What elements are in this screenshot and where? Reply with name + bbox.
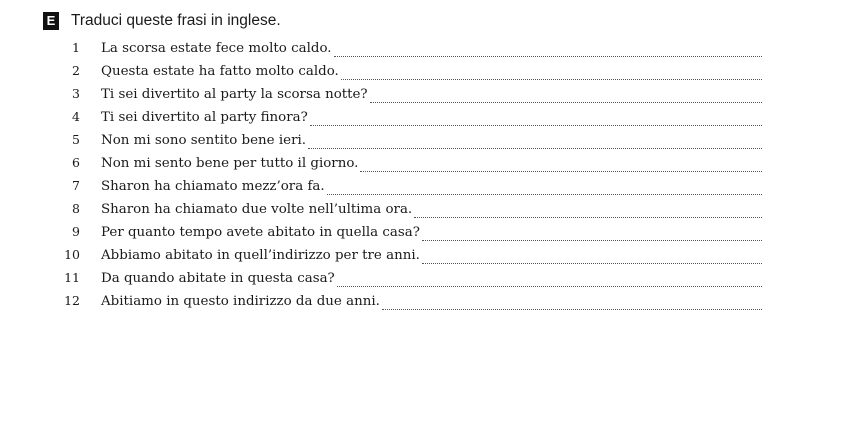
item-number: 8 (72, 201, 80, 216)
item-sentence: La scorsa estate fece molto caldo. (101, 41, 332, 56)
item-number: 7 (72, 178, 80, 193)
answer-line[interactable] (334, 55, 762, 57)
exercise-letter-badge: E (43, 12, 59, 30)
answer-line[interactable] (422, 239, 762, 241)
answer-line[interactable] (308, 147, 762, 149)
list-item (62, 109, 762, 132)
list-item (62, 132, 762, 155)
answer-line[interactable] (337, 285, 762, 287)
item-sentence: Sharon ha chiamato due volte nell’ultima ora. (101, 202, 413, 217)
item-sentence: Abitiamo in questo indirizzo da due anni. (101, 294, 380, 309)
item-sentence: Per quanto tempo avete abitato in quella casa? (101, 225, 420, 240)
item-number: 12 (64, 293, 80, 308)
list-item (62, 155, 762, 178)
item-number: 4 (72, 109, 80, 124)
list-item (62, 247, 762, 270)
item-number: 1 (72, 40, 80, 55)
list-item (62, 86, 762, 109)
item-sentence: Ti sei divertito al party finora? (101, 110, 308, 125)
answer-line[interactable] (310, 124, 762, 126)
item-sentence: Abbiamo abitato in quell’indirizzo per tre anni. (101, 248, 420, 263)
item-number: 3 (72, 86, 80, 101)
item-sentence: Non mi sento bene per tutto il giorno. (101, 156, 359, 171)
item-sentence: Da quando abitate in questa casa? (101, 271, 335, 286)
exercise-header (43, 10, 281, 32)
item-number: 9 (72, 224, 80, 239)
list-item (62, 63, 762, 86)
answer-line[interactable] (414, 216, 762, 218)
item-sentence: Non mi sono sentito bene ieri. (101, 133, 307, 148)
item-sentence: Sharon ha chiamato mezz’ora fa. (101, 179, 325, 194)
answer-line[interactable] (422, 262, 762, 264)
list-item (62, 270, 762, 293)
item-number: 5 (72, 132, 80, 147)
translation-list (62, 40, 762, 316)
item-number: 2 (72, 63, 80, 78)
exercise-instruction: Traduci queste frasi in inglese. (71, 12, 281, 29)
list-item (62, 40, 762, 63)
item-number: 11 (64, 270, 80, 285)
item-number: 6 (72, 155, 80, 170)
list-item (62, 178, 762, 201)
answer-line[interactable] (341, 78, 762, 80)
list-item (62, 201, 762, 224)
item-sentence: Questa estate ha fatto molto caldo. (101, 64, 339, 79)
item-sentence: Ti sei divertito al party la scorsa notte? (101, 87, 368, 102)
list-item (62, 293, 762, 316)
item-number: 10 (64, 247, 80, 262)
answer-line[interactable] (382, 308, 762, 310)
answer-line[interactable] (370, 101, 762, 103)
answer-line[interactable] (360, 170, 762, 172)
list-item (62, 224, 762, 247)
answer-line[interactable] (327, 193, 762, 195)
